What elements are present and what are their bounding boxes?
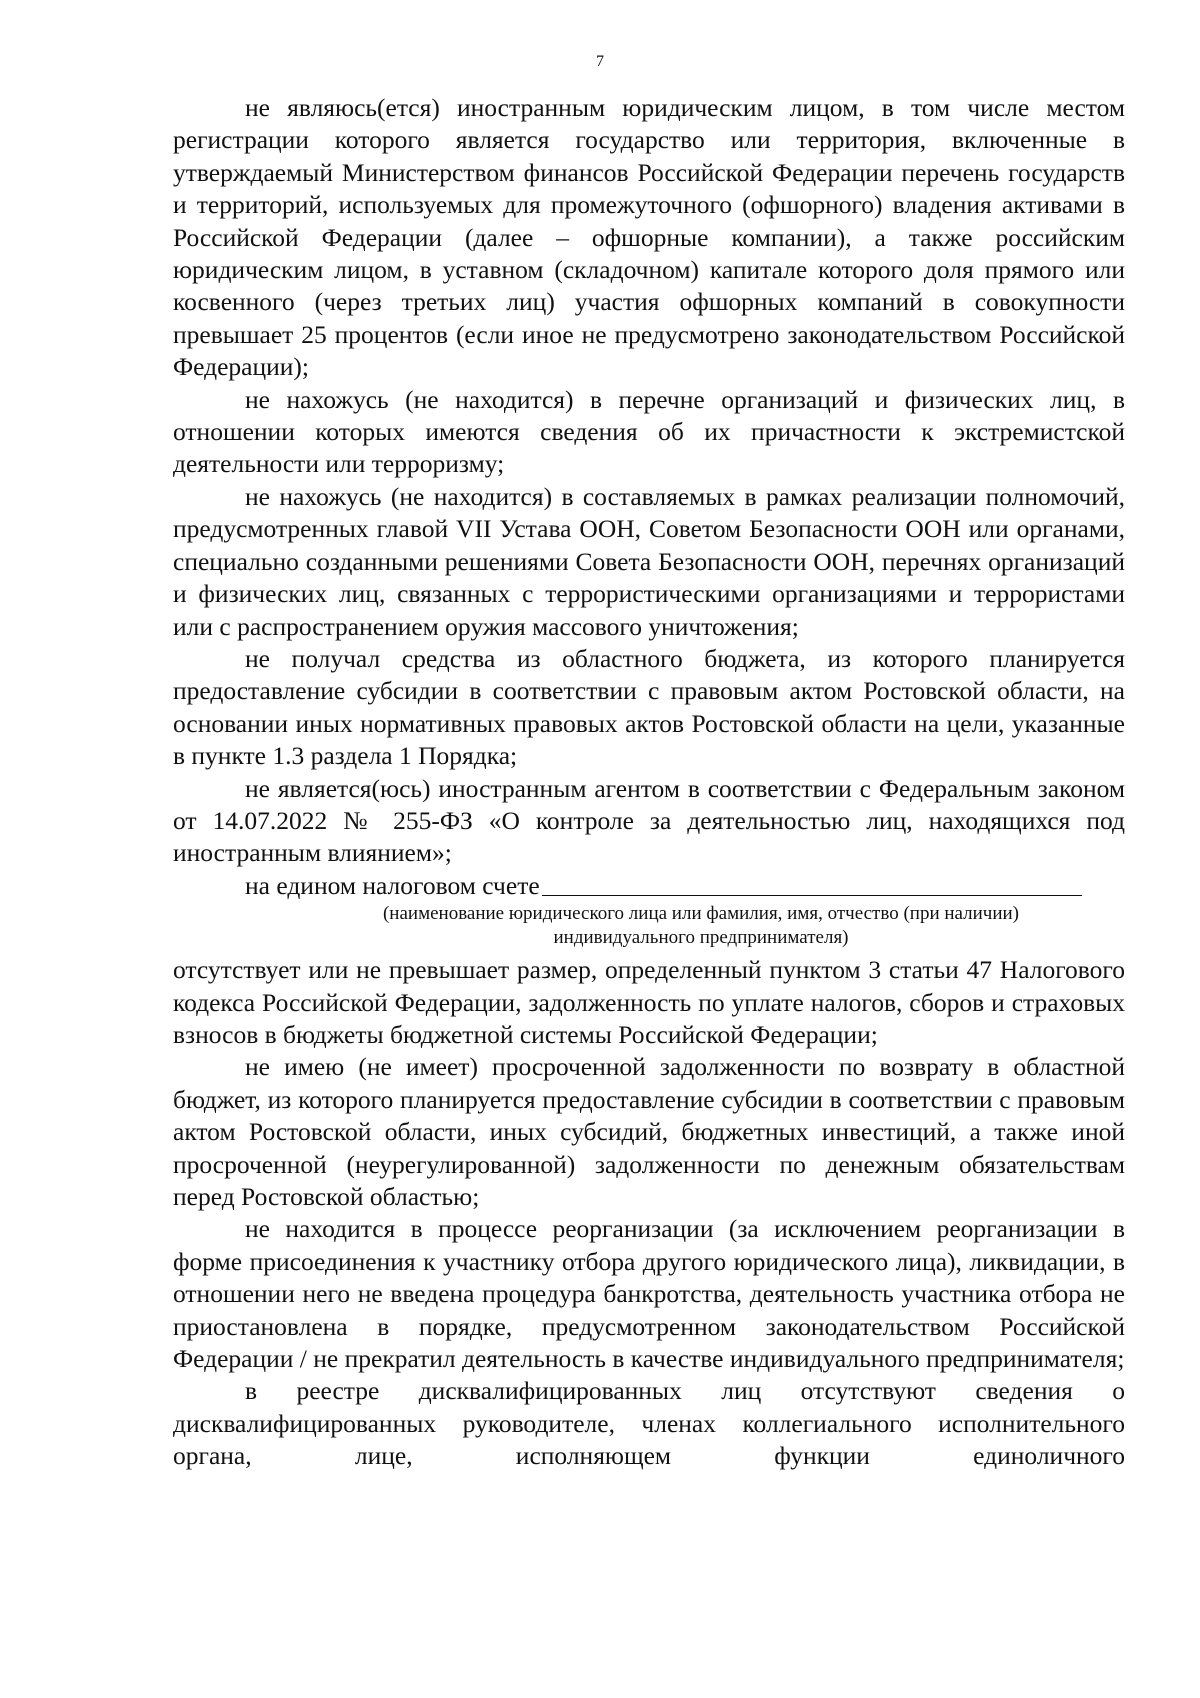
blank-caption-line-2: индивидуального предпринимателя) (553, 927, 849, 949)
paragraph-budget-funds: не получал средства из областного бюджета, из которого планируется предоставление субсидии в соответствии с правовым актом Ростовской области, на основании иных нормативных правовых актов Ростовской области на цели, указанные в пункте 1.3 раздела 1 Порядка; (173, 643, 1125, 771)
paragraph-reorganization: не находится в процессе реорганизации (за исключением реорганизации в форме присоединения к участнику отбора другого юридического лица), ликвидации, в отношении него не введена процедура банкротства, деятельность участника отбора не приостановлена в порядке, предусмотренном законодательством Российской Федерации / не прекратил деятельность в качестве индивидуального предпринимателя; (173, 1214, 1125, 1374)
paragraph-overdue-debt: не имею (не имеет) просроченной задолженности по возврату в областной бюджет, из которого планируется предоставление субсидии в соответствии с правовым актом Ростовской области, иных субсидий, бюджетных инвестиций, а также иной просроченной (неурегулированной) задолженности по денежным обязательствам перед Ростовской областью; (173, 1052, 1125, 1211)
tax-account-label: на едином налоговом счете (245, 870, 540, 900)
paragraph-offshore: не являюсь(ется) иностранным юридическим лицом, в том числе местом регистрации которого является государство или территория, включенные в утверждаемый Министерством финансов Российской Федерации перечень государств и территорий, используемых для промежуточного (офшорного) владения активами в Российской Федерации (далее – офшорные компании), а также российским юридическим лицом, в уставном (складочном) капитале которого доля прямого или косвенного (через третьих лиц) участия офшорных компаний в совокупности превышает 25 процентов (если иное не предусмотрено законодательством Российской Федерации); (173, 93, 1125, 382)
page-number: 7 (596, 53, 604, 70)
name-blank-line[interactable] (542, 895, 1082, 896)
paragraph-un-sanctions-list: не нахожусь (не находится) в составляемых в рамках реализации полномочий, предусмотренных главой VII Устава ООН, Советом Безопасности ООН или органами, специально созданными решениями Совета Безопасности ООН, перечнях организаций и физических лиц, связанных с террористическими организациями и террористами или с распространением оружия массового уничтожения; (173, 481, 1125, 641)
paragraph-disqualified-registry: в реестре дисквалифицированных лиц отсутствуют сведения о дисквалифицированных руководителе, членах коллегиального исполнительного органа, лице, исполняющем функции единоличного (173, 1376, 1125, 1471)
paragraph-foreign-agent: не является(юсь) иностранным агентом в соответствии с Федеральным законом от 14.07.2022 № 255-ФЗ «О контроле за деятельностью лиц, находящихся под иностранным влиянием»; (173, 773, 1125, 868)
paragraph-extremism-list: не нахожусь (не находится) в перечне организаций и физических лиц, в отношении которых имеются сведения об их причастности к экстремистской деятельности или терроризму; (173, 384, 1125, 479)
document-body (173, 92, 1125, 1473)
blank-caption-line-1: (наименование юридического лица или фамилия, имя, отчество (при наличии) (382, 903, 1020, 925)
paragraph-tax-debt: отсутствует или не превышает размер, определенный пунктом 3 статьи 47 Налогового кодекса Российской Федерации, задолженность по уплате налогов, сборов и страховых взносов в бюджеты бюджетной системы Российской Федерации; (173, 955, 1125, 1049)
tax-account-row (173, 870, 1125, 902)
